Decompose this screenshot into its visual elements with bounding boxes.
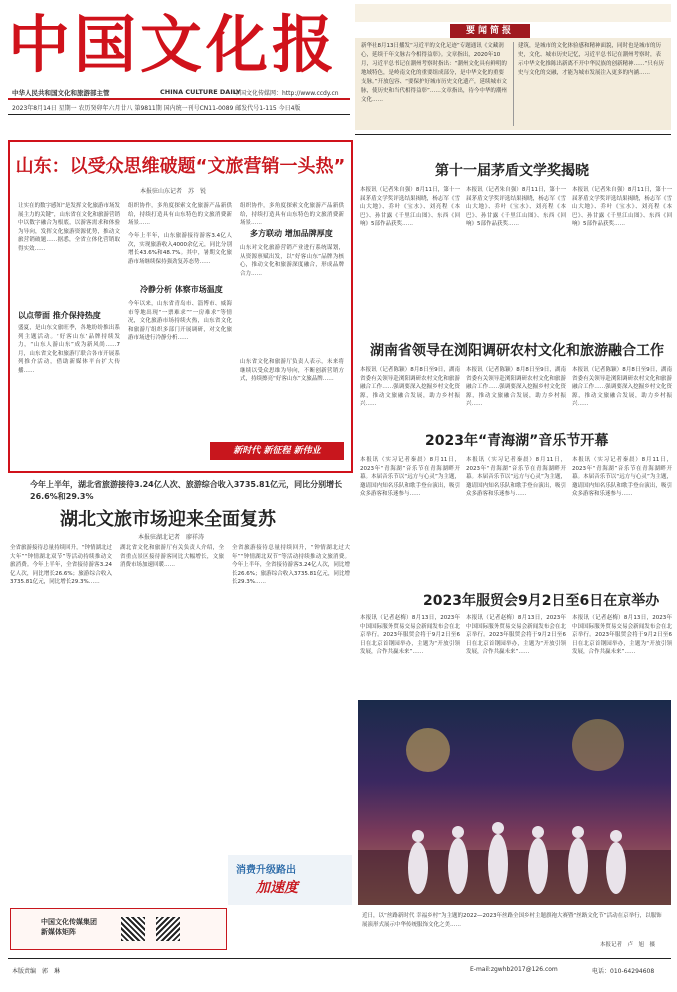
briefs-top-band: [355, 4, 671, 22]
qr-code-icon: [121, 917, 145, 941]
lead-paragraph-1: 让实在的数字感知“是发挥文化旅游市场发展主力的关键”，山东省在文化和旅游营销中以数字融合为根底，以游客需求和体验为导向，发挥文化旅游资源优势，推动文旅营销破题……据悉，全省立体化营销取得实效……: [18, 203, 120, 252]
lead-paragraph-4: 今年上半年，山东旅游接待游客3.4亿人次，实现旅游收入4000余亿元，同比分别增长43.6%和48.7%。其中，暑期文化旅游市场继续保持强劲复苏态势……: [128, 233, 232, 265]
footer-email: E-mail:zgwhb2017@126.com: [470, 966, 558, 973]
lead-paragraph-6: 山东对文化旅游营销产业进行系统谋划，从资源禀赋出发，以“好客山东”品牌为核心，推动文化和旅游深度融合，形成品牌合力……: [240, 245, 344, 277]
mao-dun-text-3: 本报讯（记者朱自强）8月11日，第十一届茅盾文学奖评选结果揭晓，杨志军《雪山大地》、乔叶《宝水》、刘亮程《本巴》、孙甘露《千里江山图》、东西《回响》5部作品获奖……: [572, 187, 672, 228]
hubei-byline: 本报驻湖北记者 廖祥涛: [138, 534, 205, 541]
media-matrix-label: 中国文化传媒集团 新媒体矩阵: [41, 918, 97, 936]
fashion-photo-credit: 本报记者 卢 旭 摄: [600, 942, 656, 948]
mao-dun-text-1: 本报讯（记者朱自强）8月11日，第十一届茅盾文学奖评选结果揭晓，杨志军《雪山大地》、乔叶《宝水》、刘亮程《本巴》、孙甘露《千里江山图》、东西《回响》5部作品获奖……: [360, 187, 460, 228]
masthead-publisher: 中华人民共和国文化和旅游部主管: [12, 89, 110, 97]
qinghai-title: 2023年“青海湖”音乐节开幕: [425, 433, 609, 449]
hubei-ad-line-2: 加速度: [256, 880, 298, 896]
fashion-title: 2023年服贸会9月2日至6日在京举办: [423, 593, 660, 609]
lead-article: [8, 140, 353, 473]
hunan-text-1: 本报讯（记者陈颖）8月8日至9日，湖南省委有关领导赴浏阳调研农村文化和旅游融合工作……强调要深入挖掘乡村文化资源，推动文旅融合发展，助力乡村振兴……: [360, 367, 460, 408]
lead-subheading-2: 冷静分析 体察市场温度: [140, 285, 223, 294]
lead-subheading-3: 多方联动 增加品牌厚度: [250, 229, 333, 238]
fashion-text-2: 本报讯（记者赵梅）8月13日，2023年中国国际服务贸易交易会新闻发布会在北京举行。2023年服贸会将于9月2日至6日在北京首钢园举办，主题为“开放引领发展，合作共赢未来”……: [466, 615, 566, 656]
lead-paragraph-5: 今年以来，山东省青岛市、淄博市、威海市等地出现“一票难求”“一房难求”等情况，文化旅游市场持续火热，山东省文化和旅游厅组织多部门开展调研，对文化旅游市场进行冷静分析……: [128, 301, 232, 342]
lead-paragraph-3: 组织协作，多角度探索文化旅游产品新供给，持续打造具有山东特色的文旅消费新场景……: [128, 203, 232, 227]
hubei-ad-line-1: 消费升级路出: [236, 865, 296, 876]
lead-slogan-banner: 新时代 新征程 新伟业: [210, 442, 344, 460]
masthead-dateline: 2023年8月14日 星期一 农历癸卯年六月廿八 第9811期 国内统一刊号CN11-0089 邮发代号1-115 今日4版: [12, 105, 301, 112]
hunan-text-3: 本报讯（记者陈颖）8月8日至9日，湖南省委有关领导赴浏阳调研农村文化和旅游融合工作……强调要深入挖掘乡村文化资源，推动文旅融合发展，助力乡村振兴……: [572, 367, 672, 408]
fashion-photo-graphic: [358, 700, 671, 905]
qr-code-icon: [156, 917, 180, 941]
lead-paragraph-7: 山东省文化和旅游厅负责人表示，未来将继续以受众思维为导向，不断创新营销方式，持续擦亮“好客山东”文旅品牌……: [240, 359, 344, 383]
hubei-paragraph-1: 全省旅游接待总量持续回升，“钟情湖北过大年”“钟情湖北双节”等活动持续推动文旅消费。今年上半年，全省接待游客3.24亿人次，同比增长26.6%；旅游综合收入3735.81亿元，同比增长29.3%……: [10, 545, 112, 586]
fashion-show-photo: [358, 700, 671, 905]
fashion-text-1: 本报讯（记者赵梅）8月13日，2023年中国国际服务贸易交易会新闻发布会在北京举行。2023年服贸会将于9月2日至6日在北京首钢园举办，主题为“开放引领发展，合作共赢未来”……: [360, 615, 460, 656]
qinghai-text-2: 本报讯（实习记者秦晨）8月11日，2023年“青海湖”音乐节在青海湖畔开幕。本届音乐节以“远方与心灵”为主题，邀请国内知名乐队和歌手登台演出，吸引众多游客和乐迷参与……: [466, 457, 566, 498]
masthead-title: 中国文化报: [8, 8, 339, 81]
footer-rule: [8, 958, 671, 959]
briefs-box: [355, 38, 671, 130]
hubei-kicker: 今年上半年，湖北省旅游接待3.24亿人次、旅游综合收入3735.81亿元，同比分别增长26.6%和29.3%: [30, 480, 343, 501]
lead-paragraph-2: 盛夏，是山东文旅旺季，各地纷纷推出系列主题活动。‘好客山东’品牌持续发力，“山东人游山东”成为新风尚……7月，山东省文化和旅游厅联合各市开展系列推介活动，借助新媒体平台扩大传播……: [18, 325, 120, 374]
media-matrix-box: [10, 908, 227, 950]
hubei-paragraph-2: 湖北省文化和旅游厅有关负责人介绍，全省重点景区接待游客同比大幅增长，文旅消费市场加速回暖……: [120, 545, 224, 569]
briefs-column-2: 建筑，是城市的文化体验感和精神面貌，同时也是城市的历史，文化、城市历史记忆，习近平总书记在潮州考察时，表示中华文化推陈出新离不开中华民族的创新精神……“只有历史与文化的交融，才能为城市发展注入更多的内涵……: [518, 43, 664, 76]
right-column-rule: [355, 134, 671, 135]
fashion-text-3: 本报讯（记者赵梅）8月13日，2023年中国国际服务贸易交易会新闻发布会在北京举行。2023年服贸会将于9月2日至6日在北京首钢园举办，主题为“开放引领发展，合作共赢未来”……: [572, 615, 672, 656]
briefs-divider: [513, 42, 514, 126]
lead-subheading-1: 以点带面 推介保持热度: [18, 311, 101, 320]
lead-byline: 本报驻山东记者 苏 锐: [140, 188, 207, 195]
footer-editor: 本版责编 郭 琳: [12, 968, 61, 975]
qinghai-text-1: 本报讯（实习记者秦晨）8月11日，2023年“青海湖”音乐节在青海湖畔开幕。本届音乐节以“远方与心灵”为主题，邀请国内知名乐队和歌手登台演出，吸引众多游客和乐迷参与……: [360, 457, 460, 498]
lead-title: 山东：以受众思维破题“文旅营销一头热”: [15, 156, 346, 177]
masthead-rule: [8, 98, 350, 100]
mao-dun-title: 第十一届茅盾文学奖揭晓: [435, 163, 589, 179]
qinghai-text-3: 本报讯（实习记者秦晨）8月11日，2023年“青海湖”音乐节在青海湖畔开幕。本届音乐节以“远方与心灵”为主题，邀请国内知名乐队和歌手登台演出，吸引众多游客和乐迷参与……: [572, 457, 672, 498]
hunan-title: 湖南省领导在浏阳调研农村文化和旅游融合工作: [370, 343, 664, 359]
briefs-heading: 要闻简报: [450, 24, 530, 38]
masthead-en-title: CHINA CULTURE DAILY: [160, 88, 241, 96]
footer-phone: 电话：010-64294608: [592, 968, 655, 975]
hubei-ad-box: [228, 855, 352, 905]
mao-dun-text-2: 本报讯（记者朱自强）8月11日，第十一届茅盾文学奖评选结果揭晓，杨志军《雪山大地》、乔叶《宝水》、刘亮程《本巴》、孙甘露《千里江山图》、东西《回响》5部作品获奖……: [466, 187, 566, 228]
fashion-photo-caption: 近日，以“丝路新时代 幸福乡村”为主题的2022—2023年丝路全国乡村主题旗袍大赛暨“丝路文化节”活动在京举行，以服饰展演形式展示中华传统服饰文化之美……: [362, 913, 662, 928]
briefs-column-1: 新华社8月13日播发“习近平的文化足迹”专题通讯《文藏润心，延续千年文脉古今相得益彰》。文章指出，2020年10月，习近平总书记在潮州考察时指出：“潮州文化具有鲜明的地域特色，是岭南文化的重要组成部分，是中华文化的重要支脉。”开放包容、“要保护好城市历史文化遗产，延续城市文脉，使历史和当代相得益彰”……文章指出，待今中华的潮州文化……: [361, 43, 507, 103]
hubei-title: 湖北文旅市场迎来全面复苏: [60, 509, 276, 530]
hubei-paragraph-3: 全省旅游接待总量持续回升，“钟情湖北过大年”“钟情湖北双节”等活动持续推动文旅消费。今年上半年，全省接待游客3.24亿人次，同比增长26.6%；旅游综合收入3735.81亿元，同比增长29.3%……: [232, 545, 350, 586]
lead-paragraph-5b: 组织协作，多角度探索文化旅游产品新供给，持续打造具有山东特色的文旅消费新场景……: [240, 203, 344, 227]
hunan-text-2: 本报讯（记者陈颖）8月8日至9日，湖南省委有关领导赴浏阳调研农村文化和旅游融合工作……强调要深入挖掘乡村文化资源，推动文旅融合发展，助力乡村振兴……: [466, 367, 566, 408]
masthead-website: 中国文化传媒网：http://www.ccdy.cn: [234, 90, 339, 97]
masthead-bottom-rule: [8, 114, 350, 115]
